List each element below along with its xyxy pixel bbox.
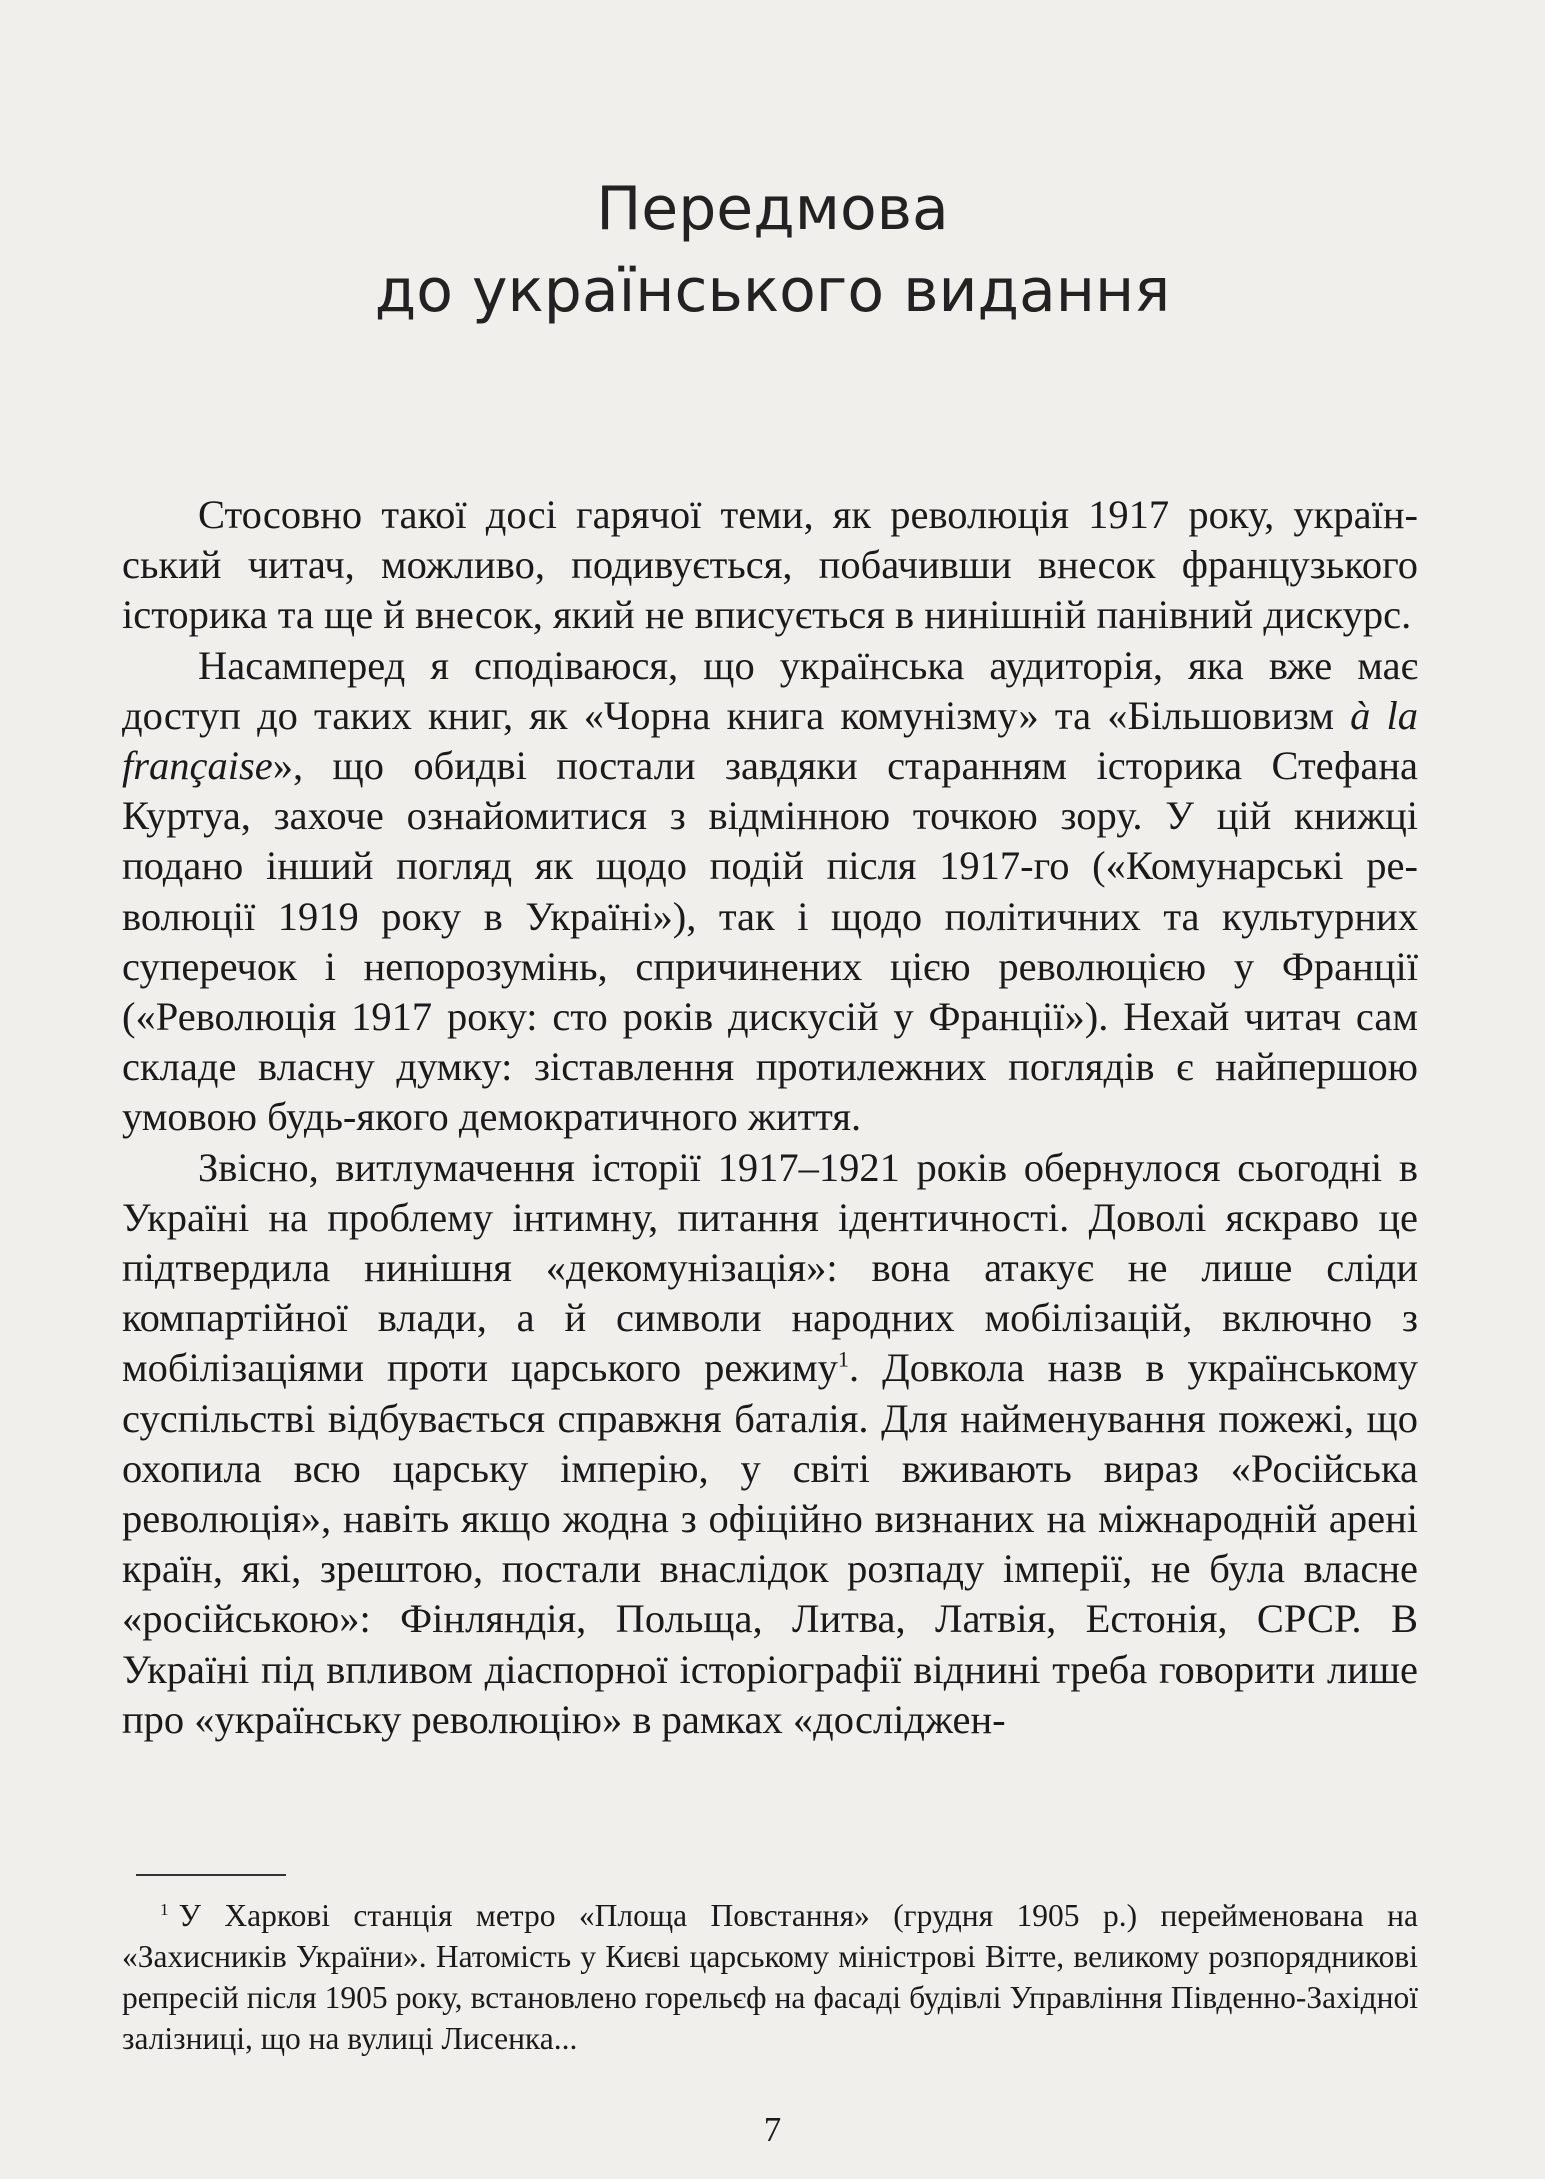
paragraph-2-start: Насамперед я сподіваюся, що українська аудиторія, яка вже має доступ до таких книг, як «Чорна книга комунізму» та «Більшовизм xyxy=(122,642,1418,738)
body-text xyxy=(122,490,1418,1745)
footnote-reference: 1 xyxy=(837,1346,849,1372)
paragraph-1: Стосовно такої досі гарячої теми, як революція 1917 року, український читач, можливо, подивується, побачивши внесок французького історика та ще й внесок, який не вписується в нинішній панівний дискурс. xyxy=(122,492,1418,638)
title-line-1: Передмова xyxy=(596,174,949,245)
footnote-marker: 1 xyxy=(160,1899,169,1919)
footnote xyxy=(122,1895,1418,2059)
paragraph-3-rest: . Довкола назв в українському суспільстві відбувається справжня баталія. Для найменування пожежі, що охопила всю царську імперію, у світі вживають вираз «Російська революція», навіть якщо жодна з офіційно визнаних на міжнародній арені країн, які, зрештою, постали внаслідок розпаду імперії, не була власне «російською»: Фінляндія, Польща, Литва, Латвія, Естонія, СРСР. В Україні під впливом діаспорної історіографії віднині треба говорити лише про «українську революцію» в рамках «досліджен- xyxy=(122,1345,1419,1742)
footnote-text: У Харкові станція метро «Площа Повстання» (грудня 1905 р.) перейменована на «Захисників України». Натомість у Києві царському міністрові Вітте, великому розпорядникові репресій після 1905 року, встановлено горельєф на фасаді будівлі Управління Південно-Західної залізниці, що на вулиці Лисенка... xyxy=(122,1898,1418,2056)
paragraph-3-start: Звісно, витлумачення історії 1917–1921 років обернулося сьогодні в Україні на проблему інтимну, питання ідентичності. Доволі яскраво це підтвердила нинішня «декомунізація»: вона атакує не лише сліди компартійної влади, а й символи народних мобілізацій, включно з мобілізаціями проти царського режиму xyxy=(122,1144,1418,1391)
page-number: 7 xyxy=(763,2110,782,2149)
paragraph-2-italic: à la française xyxy=(122,692,1418,789)
page-title xyxy=(0,168,1545,332)
title-line-2: до українського видання xyxy=(374,256,1171,327)
paragraph-2-rest: », що обидві постали завдяки старанням історика Стефана Куртуа, захоче ознайомитися з відмінною точкою зору. У цій книжці подано інший погляд як щодо подій після 1917-го («Комунарські революції 1919 року в Україні»), так і щодо політичних та культурних суперечок і непорозумінь, спричинених цією революцією у Франції («Революція 1917 року: сто років дискусій у Франції»). Нехай читач сам складе власну думку: зіставлення протилежних поглядів є найпершою умовою будь-якого демократичного життя. xyxy=(122,743,1418,1140)
footnote-divider xyxy=(136,1874,286,1876)
paragraph-3 xyxy=(122,1143,1418,1745)
paragraph-2 xyxy=(122,641,1418,1143)
